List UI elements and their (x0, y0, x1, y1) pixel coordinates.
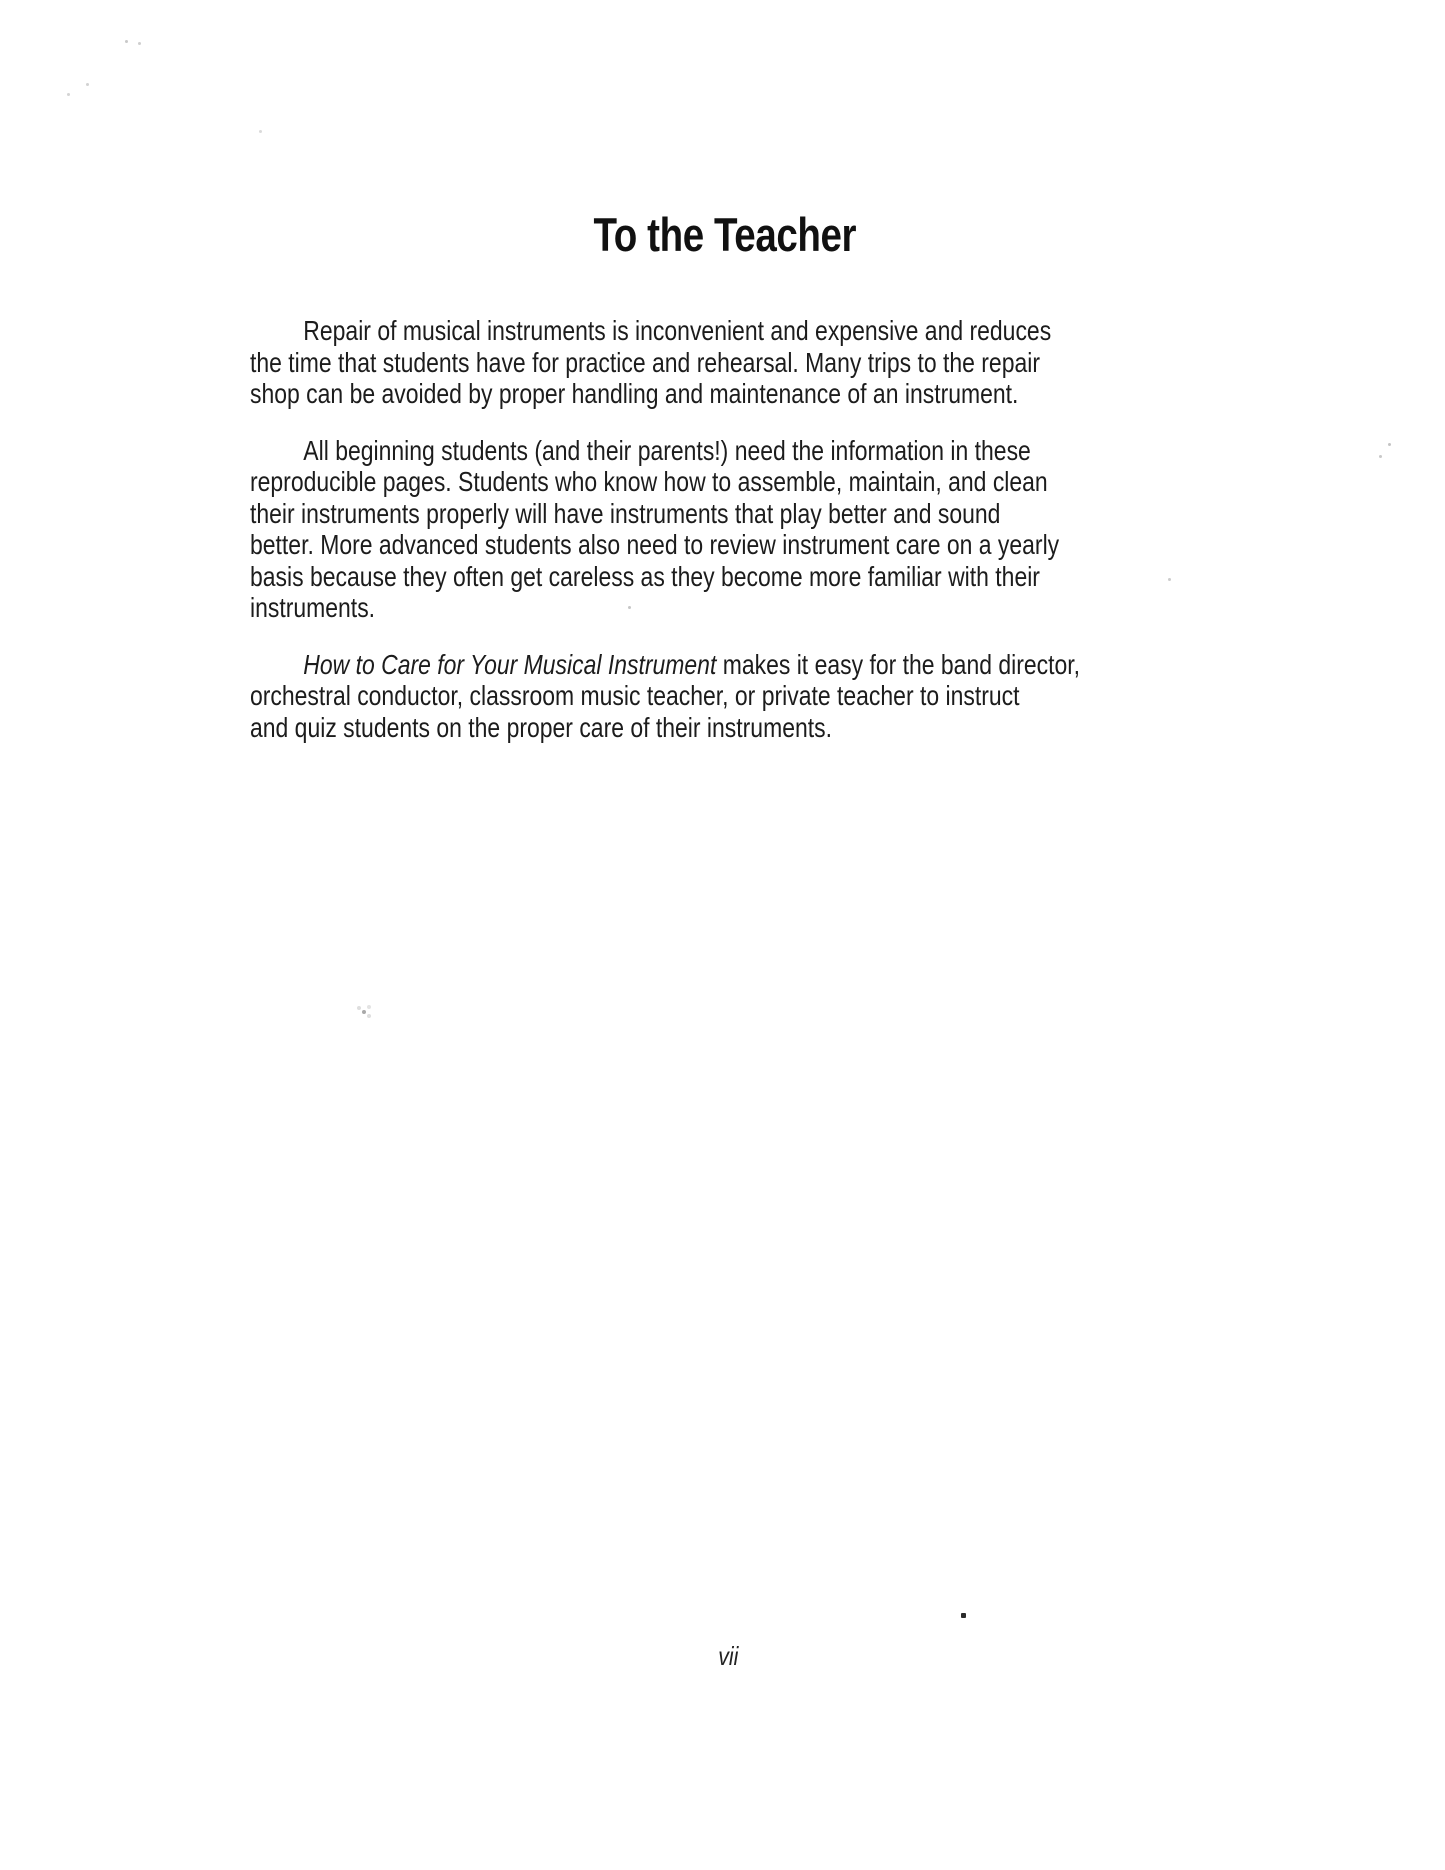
scan-speck (1379, 455, 1382, 458)
text-column (250, 0, 1226, 1870)
scan-speck (1388, 443, 1391, 446)
text-segment: makes it easy for the band director, (716, 648, 1081, 680)
text-line: instruments. (250, 592, 376, 623)
scan-speck (138, 42, 141, 45)
paragraph-2 (250, 435, 1080, 624)
page-title: To the Teacher (593, 208, 857, 261)
text-line: shop can be avoided by proper handling and maintenance of an instrument. (250, 378, 1019, 409)
text-line: Repair of musical instruments is inconvenient and expensive and reduces (303, 315, 1052, 346)
page-number: vii (718, 1641, 739, 1671)
text-line: reproducible pages. Students who know how to assemble, maintain, and clean (250, 466, 1048, 497)
paragraph-1 (250, 315, 1080, 410)
paragraph-3 (250, 649, 1080, 744)
text-line: basis because they often get careless as they become more familiar with their (250, 560, 1040, 592)
text-line (250, 649, 1080, 681)
text-line: All beginning students (and their parents!) need the information in these (303, 434, 1031, 466)
text-line: and quiz students on the proper care of their instruments. (250, 711, 832, 743)
scan-speck (86, 83, 89, 86)
scan-speck (67, 93, 70, 96)
text-line: the time that students have for practice and rehearsal. Many trips to the repair (250, 346, 1040, 378)
scan-speck (125, 40, 128, 43)
book-title-italic: How to Care for Your Musical Instrument (303, 648, 717, 680)
body-text (250, 315, 1080, 768)
text-line: better. More advanced students also need to review instrument care on a yearly (250, 529, 1060, 560)
text-line: their instruments properly will have instruments that play better and sound (250, 497, 1001, 529)
text-line: orchestral conductor, classroom music teacher, or private teacher to instruct (250, 680, 1020, 711)
